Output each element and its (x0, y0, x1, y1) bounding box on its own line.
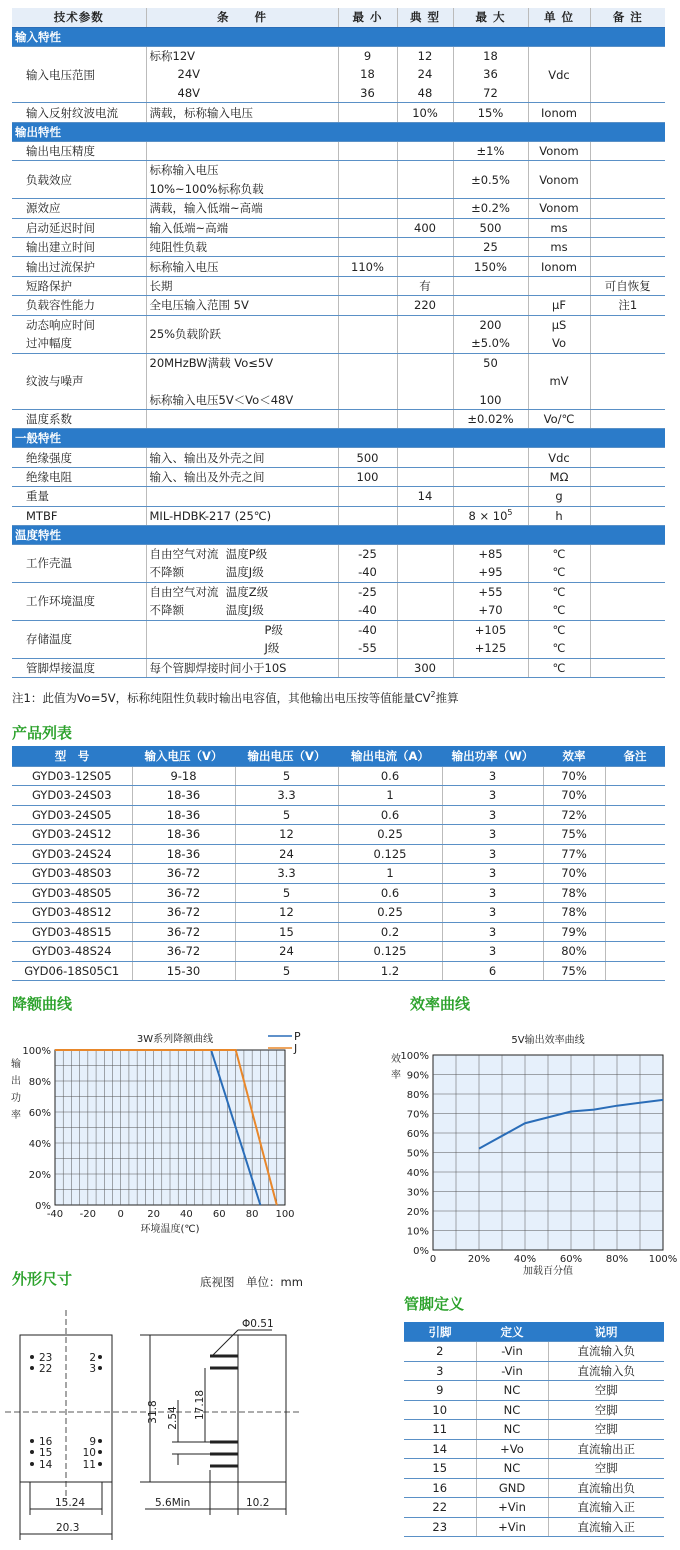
y-axis-label-char: 率 (391, 1070, 401, 1081)
pin-cell: +Vo (476, 1439, 548, 1459)
derating-chart (0, 1020, 320, 1235)
svg-text:10: 10 (82, 1447, 96, 1459)
row-case-temp: 工作壳温 自由空气对流 温度P级 不降额 温度J级 -25 -40 +85 +95 ℃ ℃ (12, 544, 665, 582)
product-cell (605, 903, 665, 923)
x-tick-label: -20 (79, 1209, 97, 1220)
svg-text:23: 23 (39, 1352, 53, 1364)
product-cell: 36-72 (132, 903, 235, 923)
table-row (12, 942, 665, 962)
svg-text:15: 15 (39, 1447, 53, 1459)
x-tick-label: -40 (46, 1209, 64, 1220)
table-row (404, 1459, 664, 1479)
product-cell: 0.125 (338, 942, 442, 962)
product-cell: 79% (543, 922, 605, 942)
y-tick-label: 60% (28, 1108, 51, 1119)
pin-header-cell: 说明 (548, 1322, 664, 1342)
pin-cell: 9 (404, 1381, 476, 1401)
pin-cell: -Vin (476, 1342, 548, 1362)
product-cell: 36-72 (132, 942, 235, 962)
product-cell (605, 766, 665, 786)
outline-title: 外形尺寸 (12, 1270, 73, 1288)
product-cell: 3 (442, 922, 543, 942)
product-cell: 3.3 (235, 786, 338, 806)
section-general: 一般特性 (12, 429, 665, 448)
x-axis-label: 加载百分值 (523, 1266, 573, 1277)
row-storage: 存储温度 P级 J级 -40 -55 +105 +125 ℃ ℃ (12, 620, 665, 658)
svg-text:10.2: 10.2 (246, 1497, 270, 1509)
pin-cell: NC (476, 1459, 548, 1479)
product-cell: 9-18 (132, 766, 235, 786)
svg-text:17.18: 17.18 (194, 1389, 206, 1421)
product-cell (605, 805, 665, 825)
product-cell: 15 (235, 922, 338, 942)
y-tick-label: 20% (406, 1207, 429, 1218)
x-tick-label: 100% (648, 1254, 678, 1265)
chart-title: 5V输出效率曲线 (511, 1035, 585, 1046)
x-tick-label: 100 (275, 1209, 295, 1220)
product-cell: 3 (442, 786, 543, 806)
product-cell: 72% (543, 805, 605, 825)
table-row (404, 1478, 664, 1498)
product-cell: 0.25 (338, 825, 442, 845)
pin-cell: 2 (404, 1342, 476, 1362)
product-cell: 3 (442, 844, 543, 864)
product-cell: 1 (338, 864, 442, 884)
product-cell: 3 (442, 883, 543, 903)
y-axis-label-char: 输 (11, 1059, 21, 1070)
table-row (404, 1381, 664, 1401)
row-line-reg: 源效应 满载，输入低端~高端 ±0.2% Vonom (12, 199, 665, 218)
note-1: 注1：此值为Vo=5V，标称纯阻性负载时输出电容值，其他输出电压按等值能量$CV^2$推算 (12, 690, 459, 705)
pin-cell: 14 (404, 1439, 476, 1459)
header-cond: 条 件 (146, 8, 338, 27)
product-cell: 24 (235, 942, 338, 962)
x-tick-label: 40 (180, 1209, 193, 1220)
pin-cell: 23 (404, 1517, 476, 1537)
svg-text:5.6Min: 5.6Min (155, 1497, 191, 1509)
pin-title: 管脚定义 (404, 1295, 465, 1313)
pin-cell: 11 (404, 1420, 476, 1440)
product-cell: 1.2 (338, 961, 442, 981)
svg-text:2.54: 2.54 (167, 1406, 179, 1430)
product-cell: 3 (442, 805, 543, 825)
product-cell (605, 961, 665, 981)
spec-table (12, 8, 665, 678)
section-input: 输入特性 (12, 27, 665, 46)
svg-text:31.8: 31.8 (147, 1400, 159, 1424)
product-cell: GYD03-48S03 (12, 864, 132, 884)
row-solder: 管脚焊接温度 每个管脚焊接时间小于10S 300 ℃ (12, 658, 665, 677)
product-cell: 78% (543, 903, 605, 923)
pin-cell: GND (476, 1478, 548, 1498)
y-tick-label: 80% (28, 1077, 51, 1088)
product-cell: 5 (235, 805, 338, 825)
y-tick-label: 100% (400, 1051, 429, 1062)
pin-cell: 直流输出正 (548, 1439, 664, 1459)
y-axis-label-char: 率 (11, 1110, 21, 1121)
product-cell: 3.3 (235, 864, 338, 884)
table-row (12, 786, 665, 806)
product-cell: 0.6 (338, 766, 442, 786)
pin-cell: 10 (404, 1400, 476, 1420)
product-cell: 3 (442, 942, 543, 962)
product-cell: 70% (543, 766, 605, 786)
pin-cell: 空脚 (548, 1381, 664, 1401)
pin-header-row (404, 1322, 664, 1342)
product-cell: GYD03-24S05 (12, 805, 132, 825)
product-header-cell: 效率 (543, 746, 605, 766)
y-tick-label: 50% (406, 1148, 429, 1160)
product-cell: 6 (442, 961, 543, 981)
y-tick-label: 40% (28, 1139, 51, 1150)
product-cell: 36-72 (132, 864, 235, 884)
product-cell: 1 (338, 786, 442, 806)
pin-cell: 16 (404, 1478, 476, 1498)
section-output: 输出特性 (12, 122, 665, 141)
row-ripple: 纹波与噪声 20MHzBW满载 Vo≤5V 标称输入电压5V＜Vo＜48V 50 100 mV (12, 353, 665, 410)
row-amb-temp: 工作环境温度 自由空气对流 温度Z级 不降额 温度J级 -25 -40 +55 +70 ℃ ℃ (12, 582, 665, 620)
svg-text:22: 22 (39, 1363, 53, 1375)
product-list-title: 产品列表 (12, 724, 73, 742)
y-tick-label: 20% (28, 1170, 51, 1181)
svg-text:20.3: 20.3 (56, 1522, 80, 1534)
pin-cell: 直流输入正 (548, 1498, 664, 1518)
table-row (404, 1439, 664, 1459)
y-tick-label: 40% (406, 1168, 429, 1179)
product-header-row (12, 746, 665, 766)
table-row (404, 1400, 664, 1420)
x-tick-label: 80 (245, 1209, 259, 1220)
product-cell: 0.125 (338, 844, 442, 864)
product-cell: GYD03-48S12 (12, 903, 132, 923)
product-cell: 78% (543, 883, 605, 903)
x-tick-label: 0 (117, 1209, 124, 1220)
product-cell: 70% (543, 786, 605, 806)
y-tick-label: 80% (406, 1090, 429, 1101)
product-header-cell: 输出电流（A） (338, 746, 442, 766)
y-tick-label: 100% (22, 1046, 51, 1057)
y-axis-label-char: 效 (391, 1054, 401, 1065)
pin-table (404, 1322, 664, 1537)
table-row (404, 1342, 664, 1362)
product-cell: 0.25 (338, 903, 442, 923)
table-row (12, 961, 665, 981)
product-cell: 75% (543, 825, 605, 845)
pin-cell: -Vin (476, 1361, 548, 1381)
svg-text:3: 3 (89, 1363, 96, 1375)
product-cell: 3 (442, 864, 543, 884)
product-cell: 80% (543, 942, 605, 962)
product-cell: GYD03-48S05 (12, 883, 132, 903)
table-row (12, 844, 665, 864)
product-cell: 0.6 (338, 883, 442, 903)
pin-cell: 空脚 (548, 1400, 664, 1420)
chart-title: 3W系列降额曲线 (136, 1034, 214, 1045)
y-tick-label: 10% (406, 1226, 429, 1238)
product-table (12, 746, 665, 981)
pin-cell: NC (476, 1381, 548, 1401)
product-cell: 18-36 (132, 786, 235, 806)
row-insulation: 绝缘电阻 输入、输出及外壳之间 100 MΩ (12, 467, 665, 486)
header-min: 最 小 (338, 8, 397, 27)
svg-text:11: 11 (82, 1459, 96, 1471)
table-row (12, 883, 665, 903)
row-rise-time: 输出建立时间 纯阻性负载 25 ms (12, 237, 665, 256)
row-temp-coef: 温度系数 ±0.02% Vo/℃ (12, 410, 665, 429)
product-cell: GYD03-48S15 (12, 922, 132, 942)
row-out-acc: 输出电压精度 ±1% Vonom (12, 141, 665, 160)
product-cell: 12 (235, 903, 338, 923)
product-cell: 3 (442, 825, 543, 845)
pin-header-cell: 引脚 (404, 1322, 476, 1342)
table-row (12, 903, 665, 923)
header-note: 备 注 (590, 8, 665, 27)
row-input-ripple: 输入反射纹波电流 满载，标称输入电压 10% 15% Ionom (12, 103, 665, 122)
pin-cell: NC (476, 1400, 548, 1420)
product-cell (605, 922, 665, 942)
product-cell: 5 (235, 883, 338, 903)
row-cap-load: 负载容性能力 全电压输入范围 5V 220 μF 注1 (12, 296, 665, 315)
product-cell: GYD03-24S24 (12, 844, 132, 864)
y-tick-label: 30% (406, 1187, 429, 1199)
section-temp: 温度特性 (12, 525, 665, 544)
header-max: 最 大 (453, 8, 528, 27)
product-cell: 36-72 (132, 883, 235, 903)
pin-cell: 22 (404, 1498, 476, 1518)
row-scp: 短路保护 长期 有 可自恢复 (12, 276, 665, 295)
y-tick-label: 70% (406, 1109, 429, 1121)
row-start-delay: 启动延迟时间 输入低端~高端 400 500 ms (12, 218, 665, 237)
legend-label: J (294, 1042, 298, 1055)
product-cell: 5 (235, 961, 338, 981)
y-tick-label: 0% (413, 1246, 429, 1257)
svg-text:15.24: 15.24 (55, 1497, 86, 1509)
table-row (404, 1420, 664, 1440)
x-tick-label: 40% (513, 1254, 537, 1265)
pin-cell: 直流输入负 (548, 1361, 664, 1381)
header-unit: 单 位 (528, 8, 590, 27)
product-cell: GYD06-18S05C1 (12, 961, 132, 981)
product-cell: 24 (235, 844, 338, 864)
pin-cell: 空脚 (548, 1459, 664, 1479)
x-tick-label: 0 (429, 1254, 437, 1265)
table-row (12, 922, 665, 942)
pin-cell: 直流输入正 (548, 1517, 664, 1537)
y-axis-label-char: 出 (11, 1076, 21, 1087)
product-cell: GYD03-48S24 (12, 942, 132, 962)
product-cell (605, 883, 665, 903)
product-cell: 36-72 (132, 922, 235, 942)
product-cell: 12 (235, 825, 338, 845)
x-tick-label: 20 (147, 1209, 160, 1220)
row-ocp: 输出过流保护 标称输入电压 110% 150% Ionom (12, 257, 665, 276)
y-axis-label-char: 功 (11, 1093, 21, 1104)
product-cell: 77% (543, 844, 605, 864)
product-cell: 70% (543, 864, 605, 884)
row-input-range: 输入电压范围 标称12V 24V 48V 9 18 36 12 24 48 18 36 72 Vdc (12, 46, 665, 103)
pin-cell: 直流输入负 (548, 1342, 664, 1362)
row-isolation: 绝缘强度 输入、输出及外壳之间 500 Vdc (12, 448, 665, 467)
product-cell: 0.2 (338, 922, 442, 942)
header-typ: 典 型 (397, 8, 453, 27)
pin-cell: 空脚 (548, 1420, 664, 1440)
table-row (12, 805, 665, 825)
row-weight: 重量 14 g (12, 487, 665, 506)
product-cell: 3 (442, 766, 543, 786)
x-tick-label: 20% (467, 1254, 491, 1265)
legend-label: P (294, 1030, 301, 1043)
product-cell: 18-36 (132, 805, 235, 825)
y-tick-label: 90% (406, 1070, 429, 1082)
row-dynamic: 动态响应时间 过冲幅度 25%负载阶跃 200 ±5.0% μS Vo (12, 315, 665, 353)
product-header-cell: 型 号 (12, 746, 132, 766)
product-header-cell: 输出功率（W） (442, 746, 543, 766)
product-cell (605, 864, 665, 884)
pin-cell: 15 (404, 1459, 476, 1479)
product-cell: 18-36 (132, 844, 235, 864)
spec-header-row (12, 8, 665, 27)
pin-cell: 3 (404, 1361, 476, 1381)
pin-cell: NC (476, 1420, 548, 1440)
x-tick-label: 80% (605, 1254, 629, 1265)
row-mtbf: MTBF MIL-HDBK-217 (25℃) $8 \times 10^5$ h (12, 506, 665, 525)
table-row (12, 825, 665, 845)
product-header-cell: 输入电压（V） (132, 746, 235, 766)
svg-text:14: 14 (39, 1459, 53, 1471)
x-tick-label: 60% (559, 1254, 583, 1265)
product-cell (605, 942, 665, 962)
product-cell (605, 825, 665, 845)
product-header-cell: 输出电压（V） (235, 746, 338, 766)
y-tick-label: 60% (406, 1129, 429, 1140)
product-cell: 75% (543, 961, 605, 981)
table-row (404, 1361, 664, 1381)
product-cell: GYD03-24S12 (12, 825, 132, 845)
table-row (404, 1498, 664, 1518)
x-tick-label: 60 (212, 1209, 226, 1220)
pin-cell: +Vin (476, 1498, 548, 1518)
header-param: 技术参数 (12, 8, 146, 27)
y-tick-label: 0% (35, 1201, 51, 1212)
product-cell: 3 (442, 903, 543, 923)
pin-cell: 直流输出负 (548, 1478, 664, 1498)
efficiency-title: 效率曲线 (410, 995, 471, 1013)
pin-cell: +Vin (476, 1517, 548, 1537)
row-load-reg: 负载效应 标称输入电压 10%~100%标称负载 ±0.5% Vonom (12, 161, 665, 199)
table-row (404, 1517, 664, 1537)
product-cell: GYD03-12S05 (12, 766, 132, 786)
efficiency-chart (380, 1025, 680, 1280)
svg-text:Φ0.51: Φ0.51 (242, 1318, 274, 1330)
svg-text:2: 2 (89, 1352, 96, 1364)
product-cell (605, 786, 665, 806)
table-row (12, 766, 665, 786)
table-row (12, 864, 665, 884)
outline-subtitle: 底视图 单位：mm (200, 1275, 303, 1289)
outline-drawing (0, 1300, 320, 1550)
product-cell: 15-30 (132, 961, 235, 981)
svg-text:9: 9 (89, 1436, 96, 1448)
product-cell: 18-36 (132, 825, 235, 845)
x-axis-label: 环境温度(℃) (140, 1224, 200, 1235)
pin-header-cell: 定义 (476, 1322, 548, 1342)
product-cell: 0.6 (338, 805, 442, 825)
derating-title: 降额曲线 (12, 995, 73, 1013)
product-header-cell: 备注 (605, 746, 665, 766)
svg-text:16: 16 (39, 1436, 53, 1448)
product-cell: GYD03-24S03 (12, 786, 132, 806)
product-cell (605, 844, 665, 864)
product-cell: 5 (235, 766, 338, 786)
